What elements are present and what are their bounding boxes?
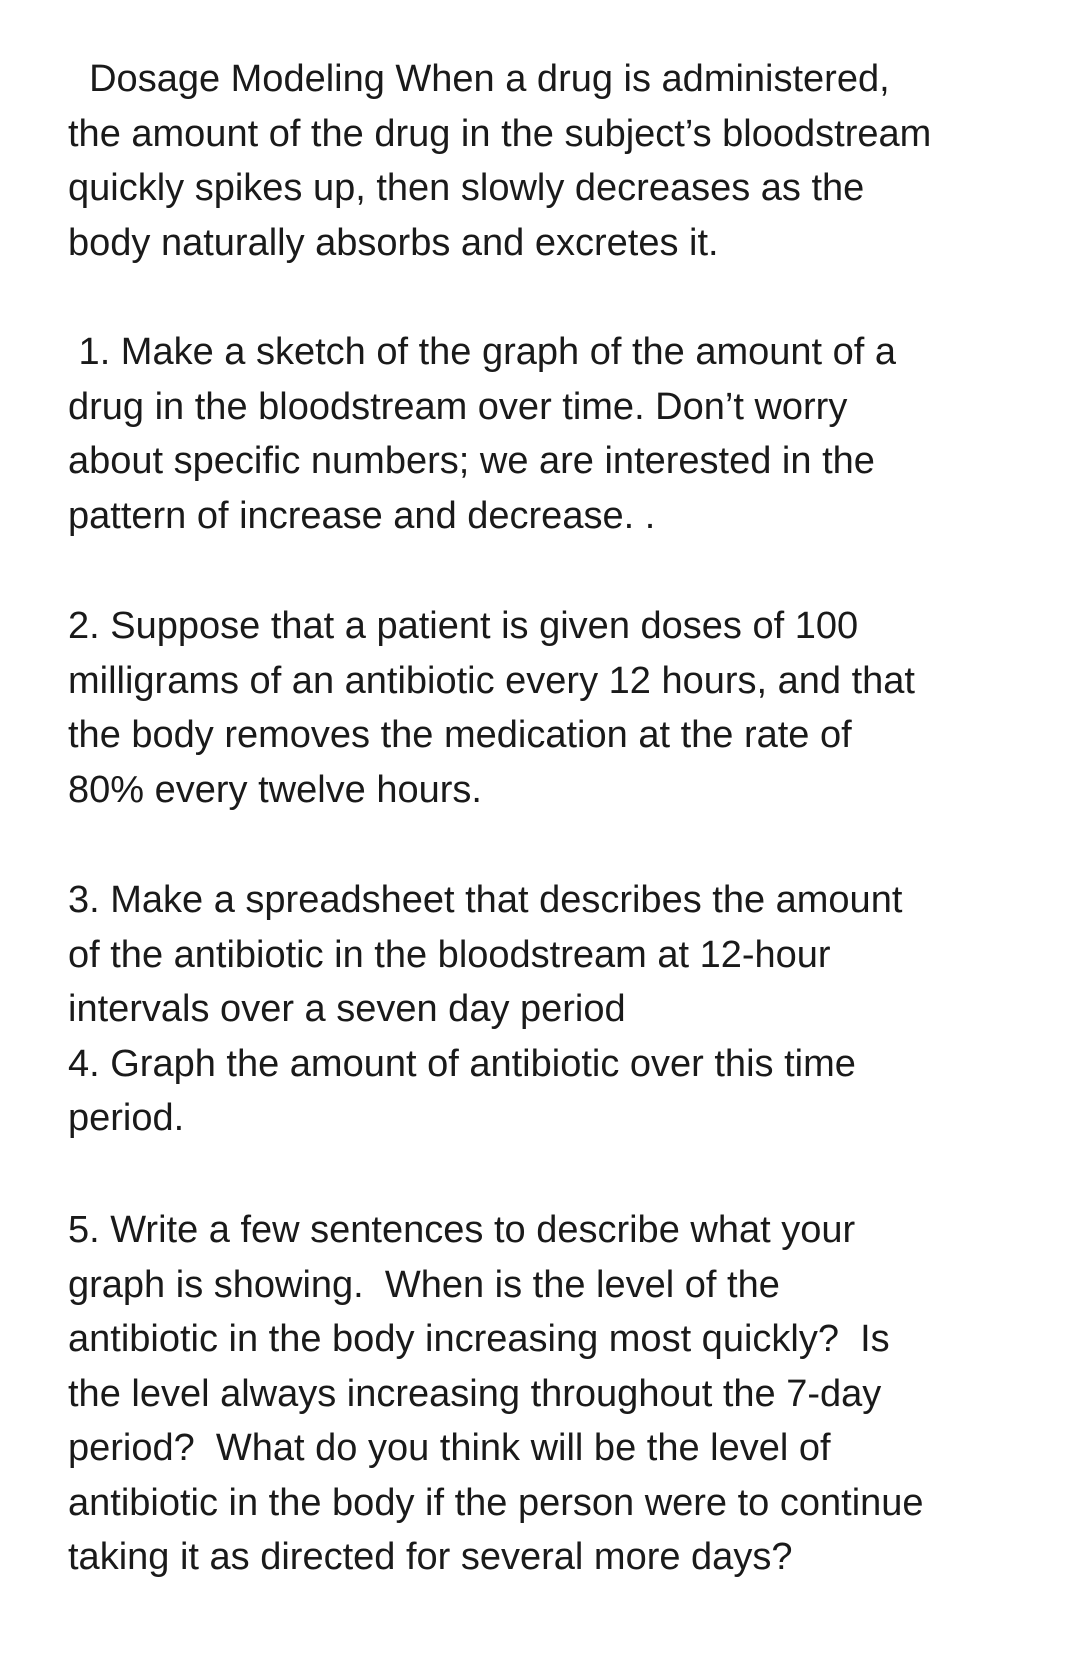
question-1: 1. Make a sketch of the graph of the amount of a drug in the bloodstream over time. Don’t worry about specific numbers; we are interested in the pattern of increase and decrease. . <box>68 331 897 537</box>
intro-paragraph: Dosage Modeling When a drug is administered, the amount of the drug in the subject’s bloodstream quickly spikes up, then slowly decreases as the body naturally absorbs and excretes it. <box>68 58 932 264</box>
question-5: 5. Write a few sentences to describe what your graph is showing. When is the level of the antibiotic in the body increasing most quickly? Is the level always increasing throughout the 7-day period? What do you think will be the level of antibiotic in the body if the person were to continue taking it as directed for several more days? <box>68 1209 924 1578</box>
questions-3-4: 3. Make a spreadsheet that describes the amount of the antibiotic in the bloodstream at 12-hour intervals over a seven day period 4. Graph the amount of antibiotic over this time period. <box>68 879 903 1139</box>
question-2: 2. Suppose that a patient is given doses of 100 milligrams of an antibiotic every 12 hours, and that the body removes the medication at the rate of 80% every twelve hours. <box>68 605 915 811</box>
